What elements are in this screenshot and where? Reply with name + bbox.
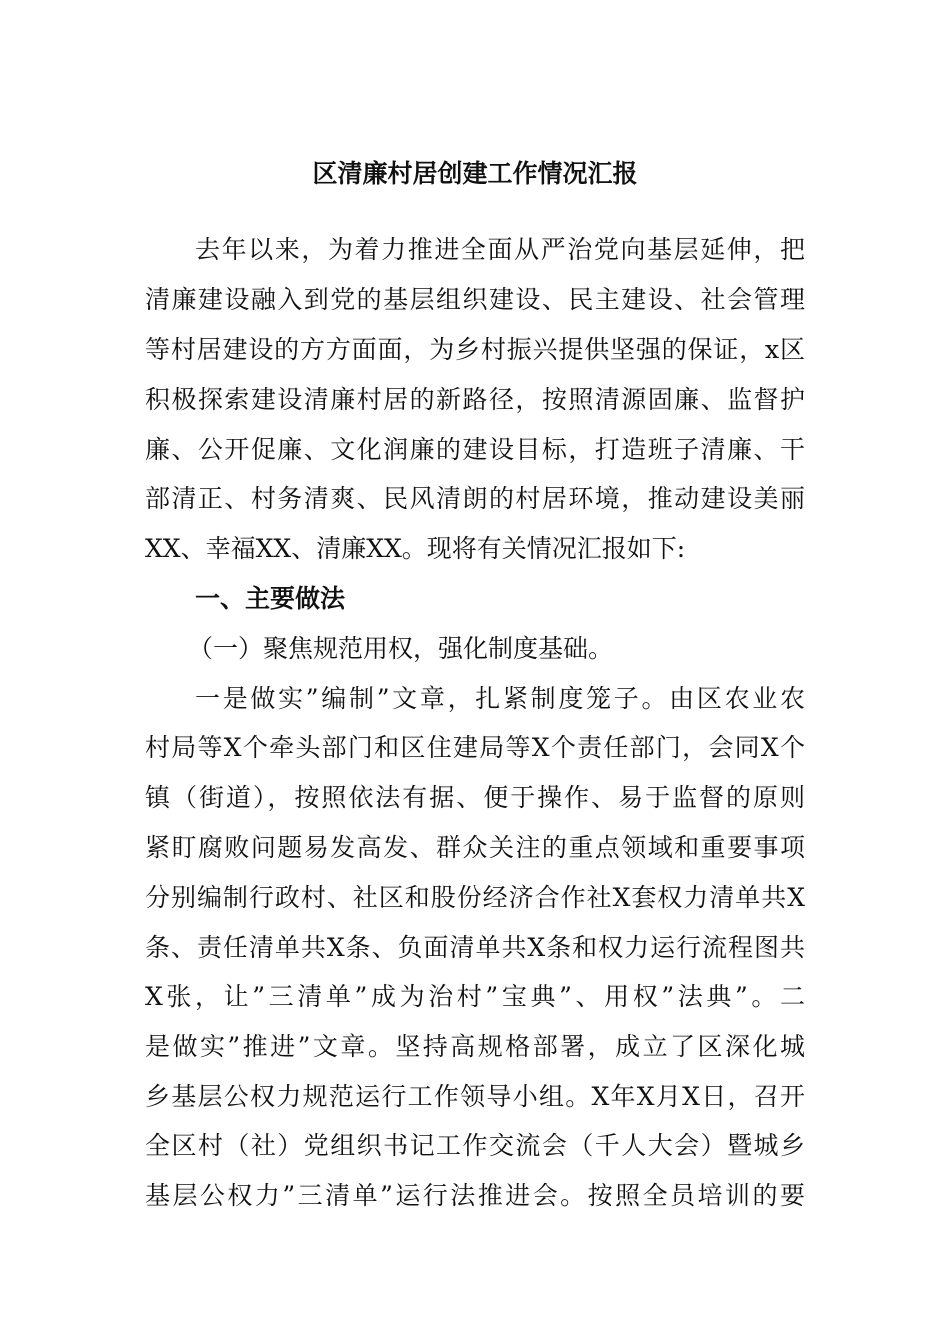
paragraph-line: 一是做实”编制”文章，扎紧制度笼子。由区农业农 bbox=[195, 684, 805, 713]
paragraph-line: 廉、公开促廉、文化润廉的建设目标，打造班子清廉、干 bbox=[145, 435, 805, 464]
paragraph-line: 是做实”推进”文章。坚持高规格部署，成立了区深化城 bbox=[145, 1032, 805, 1061]
paragraph-line: 等村居建设的方方面面，为乡村振兴提供坚强的保证，x区 bbox=[145, 335, 805, 364]
paragraph-line: 积极探索建设清廉村居的新路径，按照清源固廉、监督护 bbox=[145, 385, 805, 414]
paragraph-line: 条、责任清单共X条、负面清单共X条和权力运行流程图共 bbox=[145, 933, 805, 962]
paragraph-line: X张，让”三清单”成为治村”宝典”、用权”法典”。二 bbox=[145, 982, 805, 1011]
document-title: 区清廉村居创建工作情况汇报 bbox=[312, 159, 638, 188]
paragraph-line: 基层公权力”三清单”运行法推进会。按照全员培训的要 bbox=[145, 1181, 805, 1210]
paragraph-line: 乡基层公权力规范运行工作领导小组。X年X月X日，召开 bbox=[145, 1082, 805, 1111]
paragraph-line: 镇（街道），按照依法有据、便于操作、易于监督的原则 bbox=[145, 783, 805, 812]
paragraph-line: 村局等X个牵头部门和区住建局等X个责任部门，会同X个 bbox=[145, 733, 805, 762]
paragraph-line: 去年以来，为着力推进全面从严治党向基层延伸，把 bbox=[195, 235, 805, 264]
section-heading: 一、主要做法 bbox=[195, 584, 346, 613]
paragraph-line: 分别编制行政村、社区和股份经济合作社X套权力清单共X bbox=[145, 883, 805, 912]
paragraph-line: 全区村（社）党组织书记工作交流会（千人大会）暨城乡 bbox=[145, 1131, 805, 1160]
paragraph-line: XX、幸福XX、清廉XX。现将有关情况汇报如下: bbox=[145, 534, 686, 563]
paragraph-line: 紧盯腐败问题易发高发、群众关注的重点领域和重要事项 bbox=[145, 833, 805, 862]
paragraph-line: 部清正、村务清爽、民风清朗的村居环境，推动建设美丽 bbox=[145, 484, 805, 513]
subsection-heading: （一）聚焦规范用权，强化制度基础。 bbox=[188, 634, 614, 663]
paragraph-line: 清廉建设融入到党的基层组织建设、民主建设、社会管理 bbox=[145, 285, 805, 314]
